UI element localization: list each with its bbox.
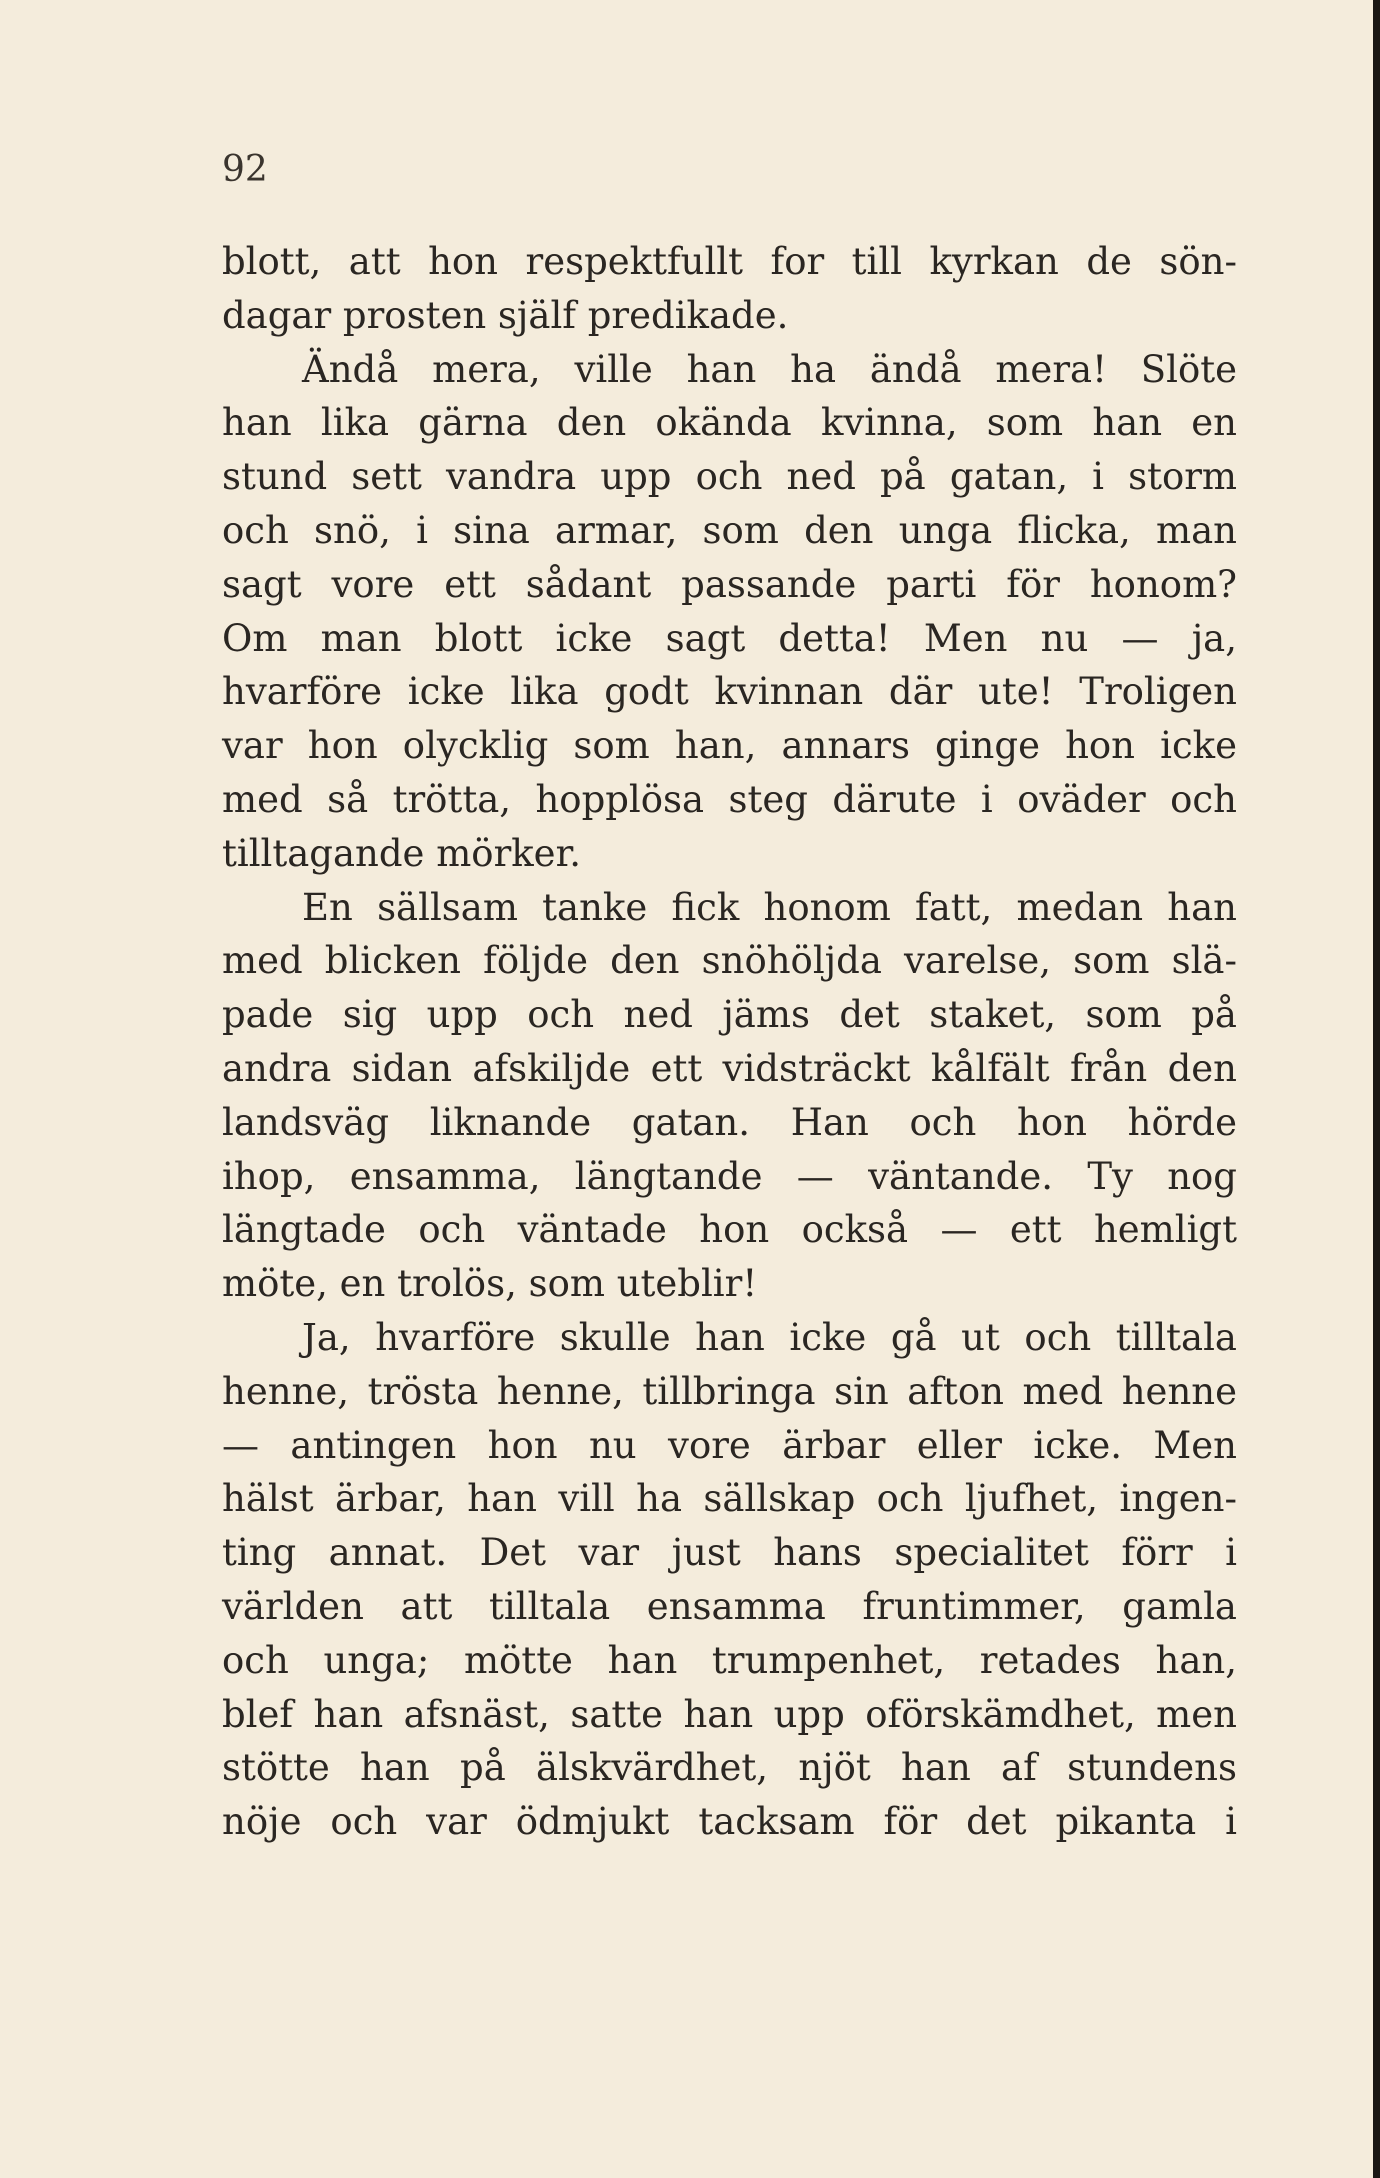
text-line: pade sig upp och ned jäms det staket, som på bbox=[222, 993, 1237, 1037]
text-line: Ja, hvarföre skulle han icke gå ut och tilltala bbox=[302, 1315, 1237, 1359]
text-line: var hon olycklig som han, annars ginge hon icke bbox=[222, 724, 1237, 768]
text-line: En sällsam tanke fick honom fatt, medan han bbox=[302, 885, 1237, 929]
page-edge-shadow bbox=[1373, 0, 1380, 2178]
text-line: blef han afsnäst, satte han upp oförskämdhet, men bbox=[222, 1692, 1237, 1736]
text-line: tilltagande mörker. bbox=[222, 831, 581, 875]
text-line: landsväg liknande gatan. Han och hon hörde bbox=[222, 1100, 1237, 1144]
text-line: stund sett vandra upp och ned på gatan, i storm bbox=[222, 455, 1237, 499]
page-number: 92 bbox=[222, 149, 268, 190]
text-line: han lika gärna den okända kvinna, som han en bbox=[222, 401, 1237, 445]
text-line: ihop, ensamma, längtande — väntande. Ty nog bbox=[222, 1154, 1237, 1198]
text-line: — antingen hon nu vore ärbar eller icke. Men bbox=[222, 1423, 1237, 1467]
text-line: andra sidan afskiljde ett vidsträckt kålfält från den bbox=[222, 1046, 1237, 1090]
text-line: Ändå mera, ville han ha ändå mera! Slöte bbox=[302, 347, 1237, 391]
body-text bbox=[222, 235, 1237, 1849]
text-line: med så trötta, hopplösa steg därute i oväder och bbox=[222, 777, 1237, 821]
text-line: dagar prosten själf predikade. bbox=[222, 293, 789, 337]
text-line: Om man blott icke sagt detta! Men nu — ja, bbox=[222, 616, 1237, 660]
text-line: blott, att hon respektfullt for till kyrkan de sön- bbox=[222, 240, 1237, 283]
text-line: nöje och var ödmjukt tacksam för det pikanta i bbox=[222, 1800, 1237, 1844]
text-line: sagt vore ett sådant passande parti för honom? bbox=[222, 562, 1237, 606]
text-line: med blicken följde den snöhöljda varelse, som slä- bbox=[222, 939, 1237, 983]
text-line: stötte han på älskvärdhet, njöt han af stundens bbox=[222, 1746, 1237, 1790]
text-line: hälst ärbar, han vill ha sällskap och ljufhet, ingen- bbox=[222, 1477, 1237, 1521]
text-line: världen att tilltala ensamma fruntimmer, gamla bbox=[222, 1584, 1237, 1628]
text-line: längtade och väntade hon också — ett hemligt bbox=[222, 1208, 1237, 1252]
text-line: och unga; mötte han trumpenhet, retades han, bbox=[222, 1638, 1237, 1682]
text-line: hvarföre icke lika godt kvinnan där ute! Troligen bbox=[222, 670, 1237, 714]
text-line: henne, trösta henne, tillbringa sin afton med henne bbox=[222, 1369, 1237, 1413]
text-line: möte, en trolös, som uteblir! bbox=[222, 1262, 758, 1306]
text-line: och snö, i sina armar, som den unga flicka, man bbox=[222, 508, 1237, 552]
text-line: ting annat. Det var just hans specialitet förr i bbox=[222, 1531, 1237, 1575]
